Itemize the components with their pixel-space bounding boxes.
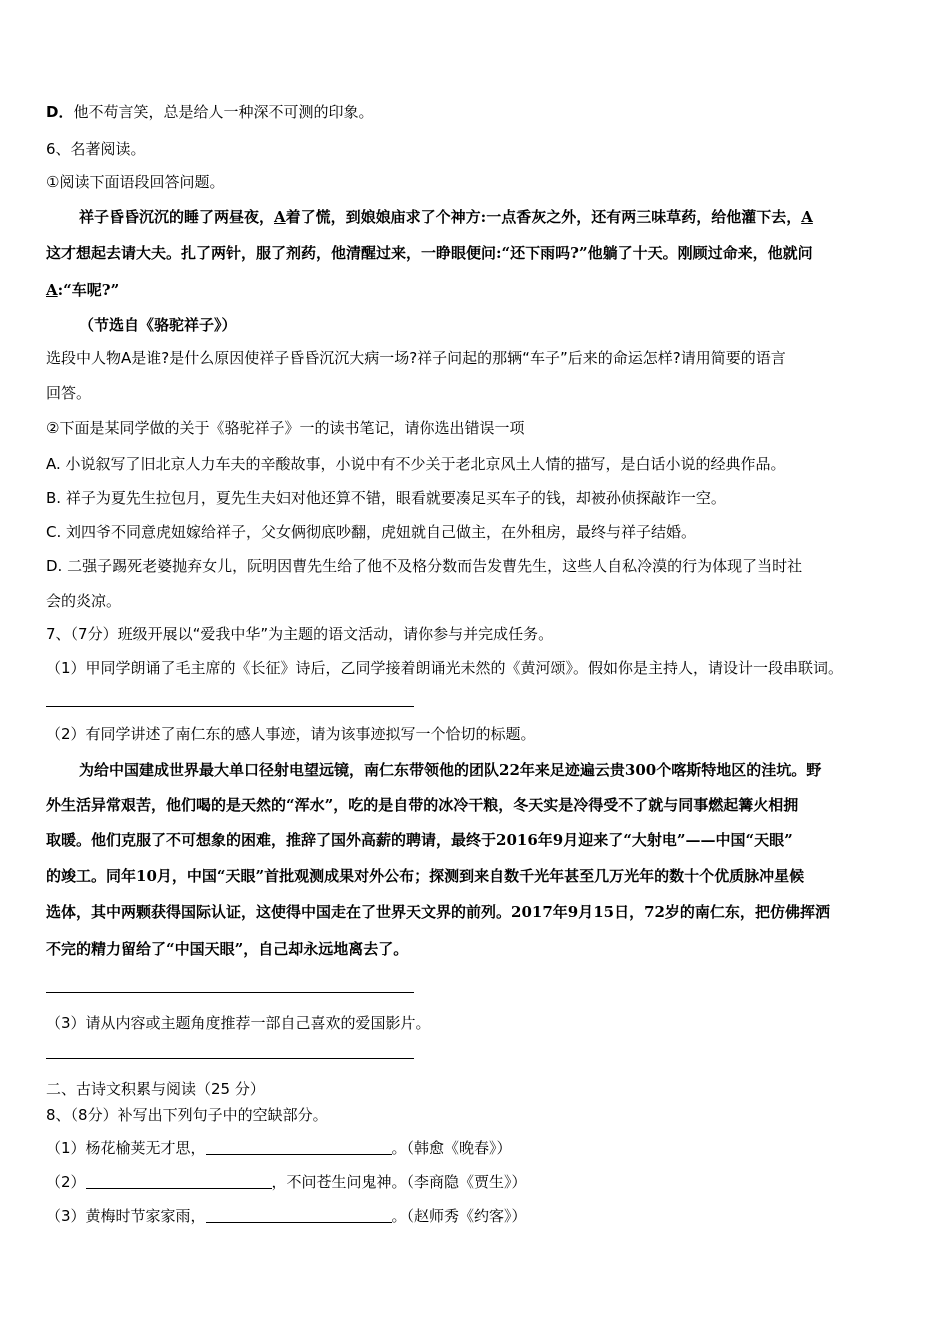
q6-source: （节选自《骆驼祥子》）: [79, 316, 237, 334]
q6-option-c: C. 刘四爷不同意虎妞嫁给祥子，父女俩彻底吵翻，虎妞就自己做主，在外租房，最终与祥子结婚。: [46, 523, 697, 541]
passage-text: 祥子昏昏沉沉的睡了两昼夜，: [79, 208, 275, 226]
character-a-mark: A: [801, 208, 813, 226]
section-2-title: 二、古诗文积累与阅读（25 分）: [46, 1080, 265, 1098]
q7-subquestion-1: （1）甲同学朗诵了毛主席的《长征》诗后，乙同学接着朗诵光未然的《黄河颂》。假如你是主持人，请设计一段串联词。: [46, 659, 844, 677]
q6-option-b: B. 祥子为夏先生拉包月，夏先生夫妇对他还算不错，眼看就要凑足买车子的钱，却被孙侦探敲诈一空。: [46, 489, 726, 507]
passage-text: :“车呢?”: [57, 281, 120, 299]
sentence-text: （1）杨花榆荚无才思，: [46, 1139, 206, 1157]
q7-passage-line-5: 选体，其中两颗获得国际认证，这使得中国走在了世界天文界的前列。2017年9月15日，72岁的南仁东，把仿佛挥洒: [46, 903, 830, 921]
sentence-text: 。（赵师秀《约客》）: [391, 1207, 527, 1225]
sentence-text: （2）: [46, 1173, 86, 1191]
character-a-mark: A: [274, 208, 286, 226]
character-a-mark: A: [46, 281, 58, 299]
q7-answer-line-3[interactable]: [46, 1058, 414, 1059]
sentence-text: ，不问苍生问鬼神。（李商隐《贾生》）: [271, 1173, 527, 1191]
q6-option-d-line-1: D. 二强子踢死老婆抛弃女儿，阮明因曹先生给了他不及格分数而告发曹先生，这些人自私冷漠的行为体现了当时社: [46, 557, 803, 575]
question-6-part1-title: ①阅读下面语段回答问题。: [46, 173, 225, 191]
q7-answer-line-2[interactable]: [46, 992, 414, 993]
q6-question-line-2: 回答。: [46, 384, 92, 402]
question-7-title: 7、（7分）班级开展以“爱我中华”为主题的语文活动，请你参与并完成任务。: [46, 625, 554, 643]
q6-question-line-1: 选段中人物A是谁?是什么原因使祥子昏昏沉沉大病一场?祥子问起的那辆“车子”后来的命运怎样?请用简要的语言: [46, 349, 786, 367]
q7-passage-line-4: 的竣工。同年10月，中国“天眼”首批观测成果对外公布；探测到来自数千光年甚至几万光年的数十个优质脉冲星候: [46, 867, 805, 885]
passage-text: 着了慌，到娘娘庙求了个神方:一点香灰之外，还有两三味草药，给他灌下去，: [285, 208, 802, 226]
q6-passage-line-2: 这才想起去请大夫。扎了两针，服了剂药，他清醒过来，一睁眼便问:“还下雨吗?”他躺了十天。刚顾过命来，他就问: [46, 244, 813, 262]
q6-option-a: A. 小说叙写了旧北京人力车夫的辛酸故事，小说中有不少关于老北京风土人情的描写，是白话小说的经典作品。: [46, 455, 786, 473]
option-d-text: 他不苟言笑，总是给人一种深不可测的印象。: [73, 103, 374, 121]
q7-subquestion-2: （2）有同学讲述了南仁东的感人事迹，请为该事迹拟写一个恰切的标题。: [46, 725, 536, 743]
question-6-part2-title: ②下面是某同学做的关于《骆驼祥子》一的读书笔记，请你选出错误一项: [46, 419, 525, 437]
q8-blank-2[interactable]: [86, 1174, 272, 1189]
q7-answer-line-1[interactable]: [46, 706, 414, 707]
q6-passage-line-3: [46, 279, 119, 300]
q6-passage-line-1: [79, 206, 813, 227]
q7-passage-line-3: 取暖。他们克服了不可想象的困难，推辞了国外高薪的聘请，最终于2016年9月迎来了“大射电”——中国“天眼”: [46, 831, 793, 849]
q8-blank-3[interactable]: [206, 1208, 392, 1223]
question-5-option-d: [46, 101, 373, 122]
q6-option-d-line-2: 会的炎凉。: [46, 592, 122, 610]
question-6-title: 6、名著阅读。: [46, 140, 146, 158]
option-d-label: D．: [46, 103, 74, 121]
q8-sentence-1: [46, 1137, 512, 1158]
q7-subquestion-3: （3）请从内容或主题角度推荐一部自己喜欢的爱国影片。: [46, 1014, 431, 1032]
sentence-text: 。（韩愈《晚春》）: [391, 1139, 512, 1157]
q7-passage-line-1: 为给中国建成世界最大单口径射电望远镜，南仁东带领他的团队22年来足迹遍云贵300个喀斯特地区的洼坑。野: [79, 761, 822, 779]
q8-blank-1[interactable]: [206, 1140, 392, 1155]
sentence-text: （3）黄梅时节家家雨，: [46, 1207, 206, 1225]
q8-sentence-3: [46, 1205, 527, 1226]
q7-passage-line-2: 外生活异常艰苦，他们喝的是天然的“浑水”，吃的是自带的冰冷干粮，冬天实是冷得受不了就与同事燃起篝火相拥: [46, 796, 799, 814]
question-8-title: 8、（8分）补写出下列句子中的空缺部分。: [46, 1106, 328, 1124]
q7-passage-line-6: 不完的精力留给了“中国天眼”，自己却永远地离去了。: [46, 940, 409, 958]
q8-sentence-2: [46, 1171, 527, 1192]
